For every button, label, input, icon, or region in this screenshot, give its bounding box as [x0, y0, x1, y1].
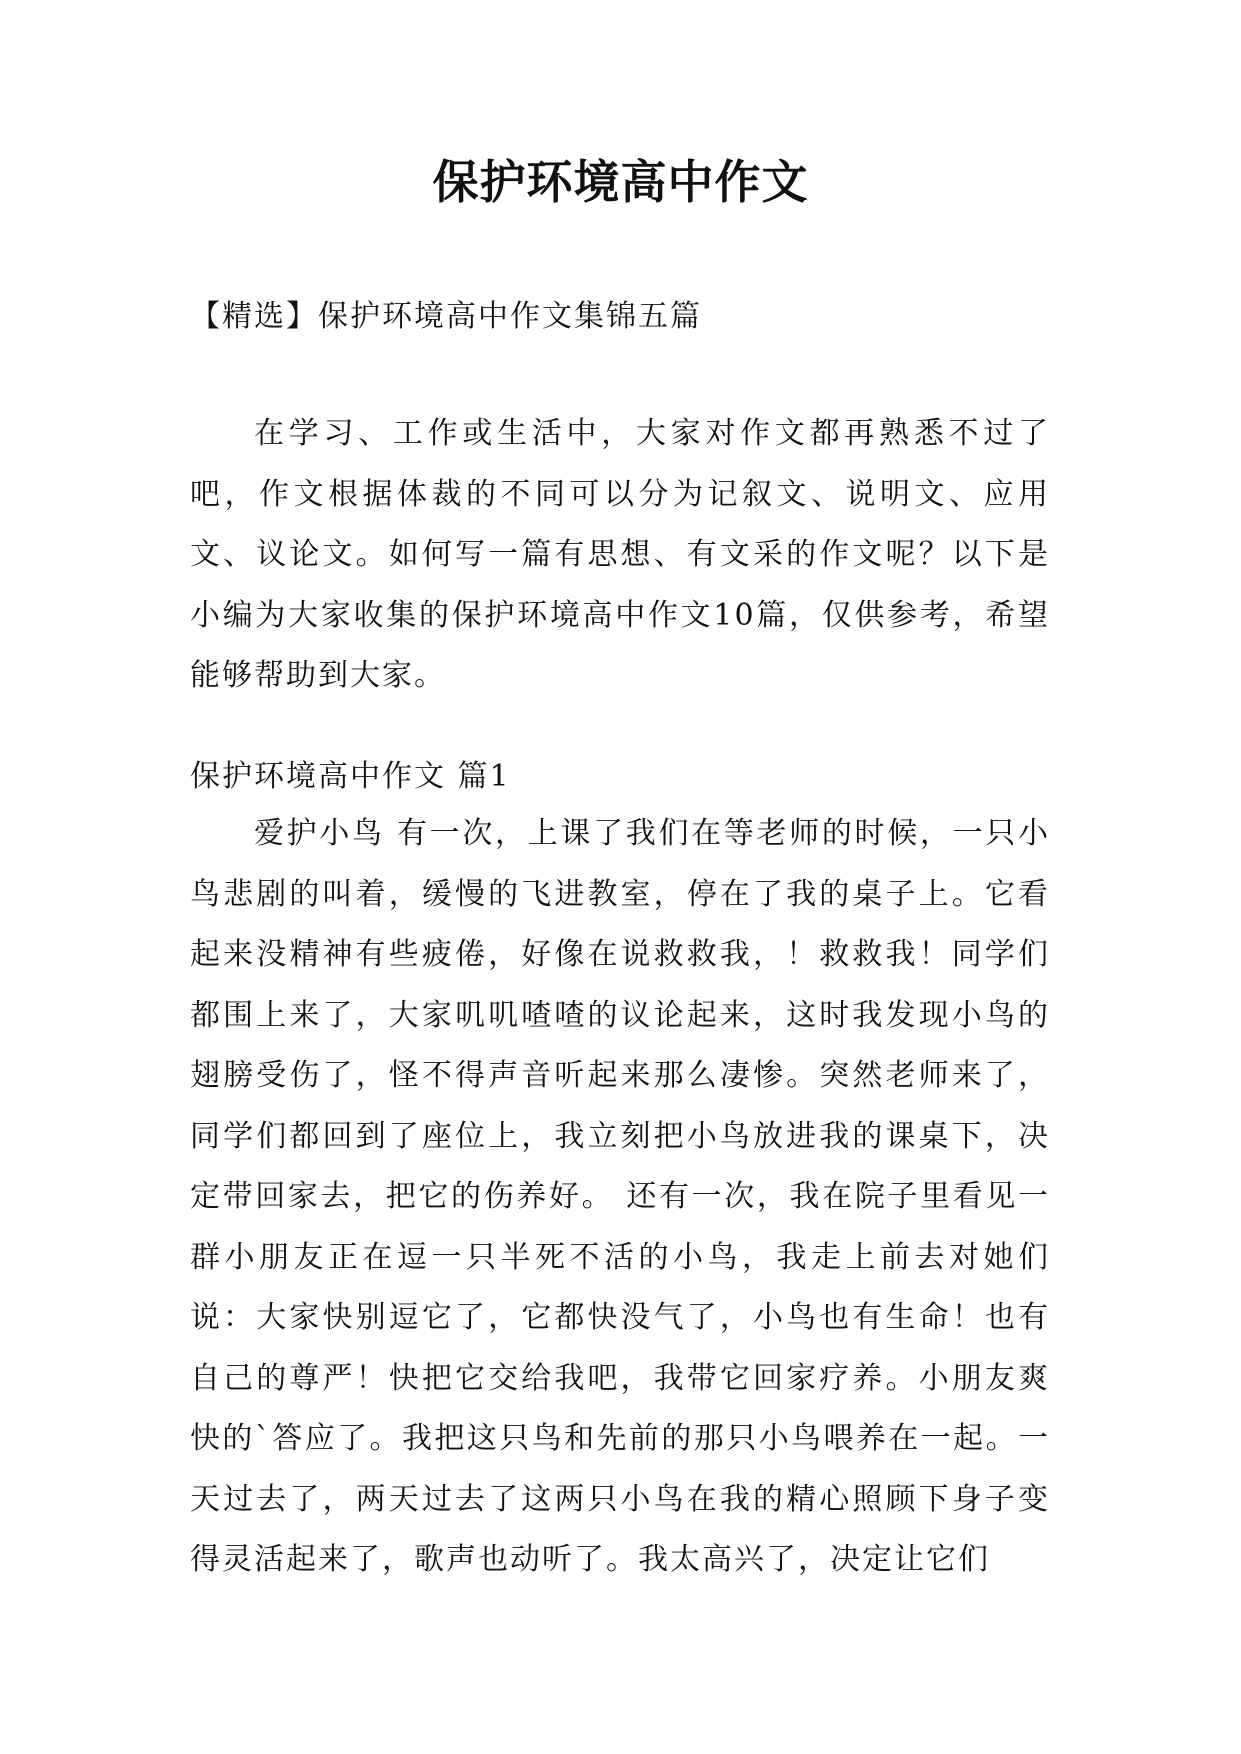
- document-title: 保护环境高中作文: [432, 155, 809, 209]
- document-subtitle: 【精选】保护环境高中作文集锦五篇: [190, 299, 702, 334]
- essay-paragraph: 爱护小鸟 有一次，上课了我们在等老师的时候，一只小鸟悲剧的叫着，缓慢的飞进教室，停在了我的桌子上。它看起来没精神有些疲倦，好像在说救救我，！救救我！同学们都围上来了，大家叽叽喳喳的议论起来，这时我发现小鸟的翅膀受伤了，怪不得声音听起来那么凄惨。突然老师来了，同学们都回到了座位上，我立刻把小鸟放进我的课桌下，决定带回家去，把它的伤养好。 还有一次，我在院子里看见一群小朋友正在逗一只半死不活的小鸟，我走上前去对她们说：大家快别逗它了，它都快没气了，小鸟也有生命！也有自己的尊严！快把它交给我吧，我带它回家疗养。小朋友爽快的`答应了。我把这只鸟和先前的那只小鸟喂养在一起。一天过去了，两天过去了这两只小鸟在我的精心照顾下身子变得灵活起来了，歌声也动听了。我太高兴了，决定让它们: [190, 816, 1050, 1577]
- intro-paragraph: 在学习、工作或生活中，大家对作文都再熟悉不过了吧，作文根据体裁的不同可以分为记叙文、说明文、应用文、议论文。如何写一篇有思想、有文采的作文呢？以下是小编为大家收集的保护环境高中作文10篇，仅供参考，希望能够帮助到大家。: [190, 416, 1050, 693]
- section-heading: 保护环境高中作文 篇1: [190, 759, 511, 794]
